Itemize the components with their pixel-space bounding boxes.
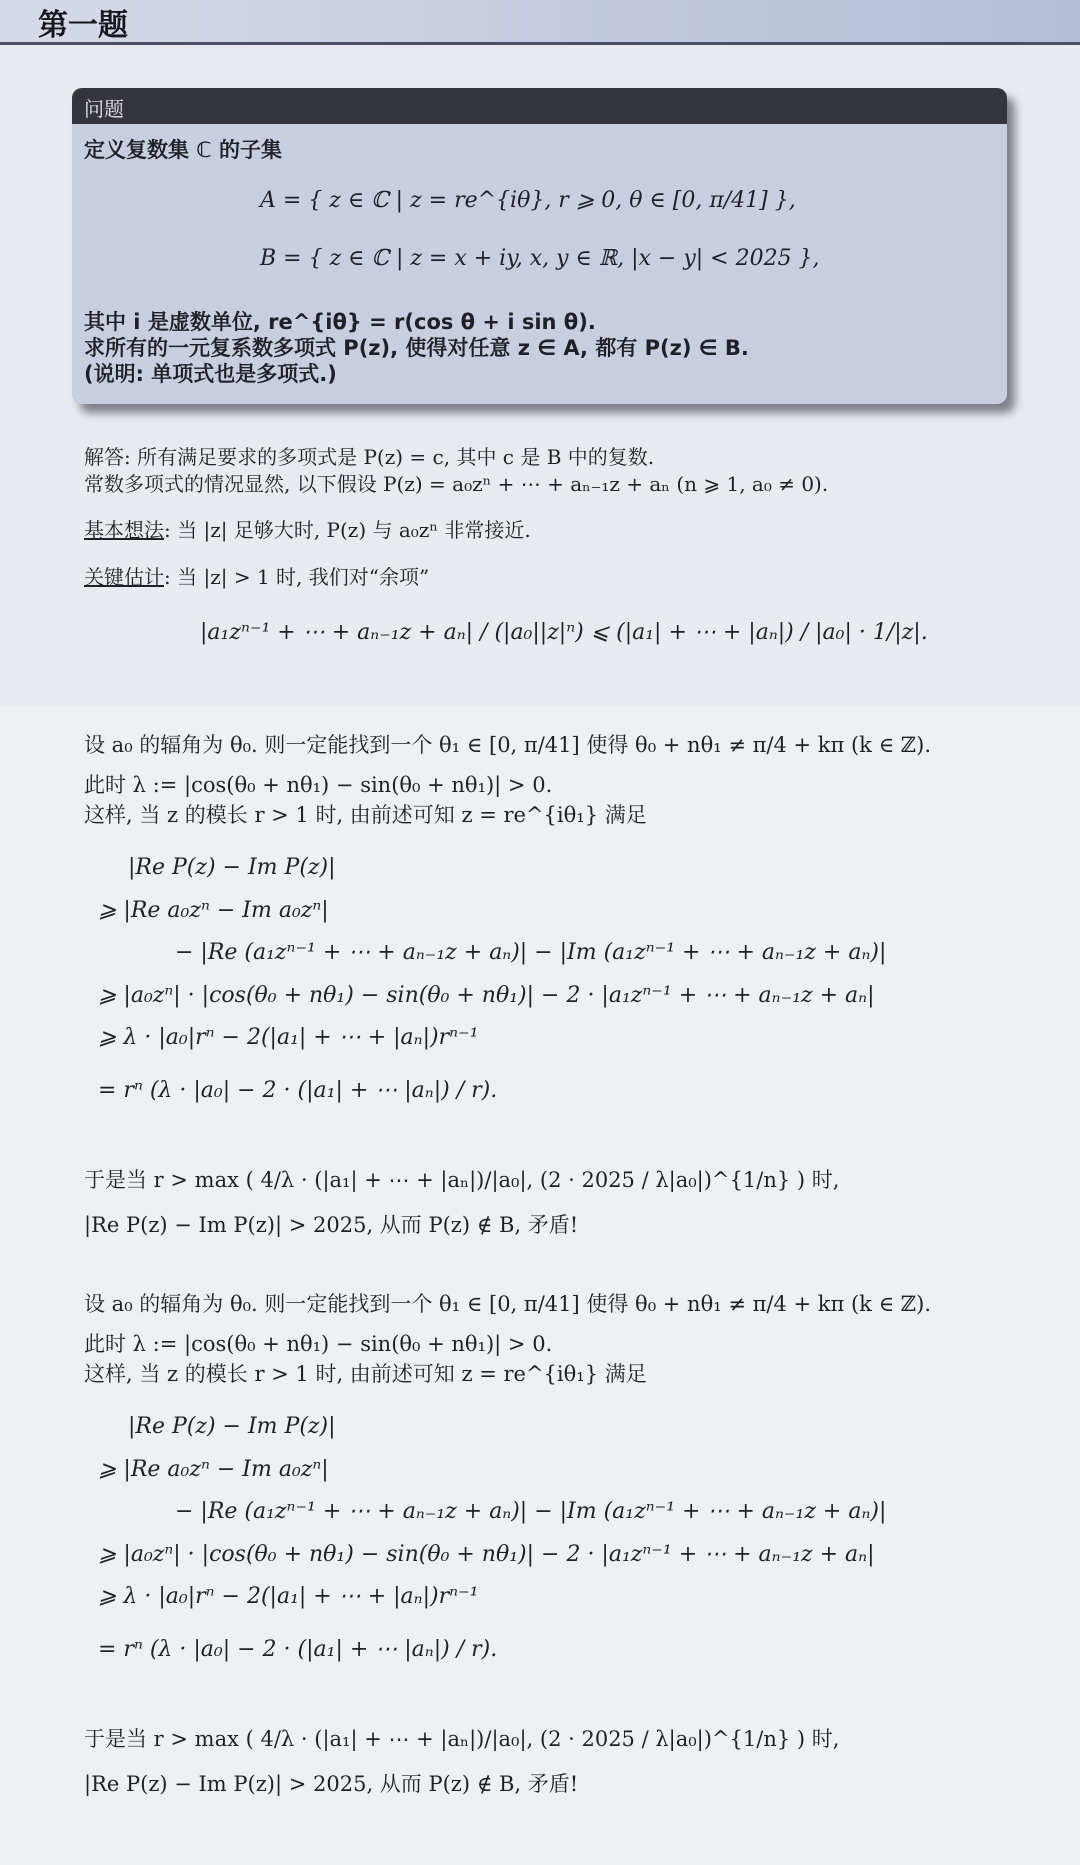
proof-2-line-1: 设 a₀ 的辐角为 θ₀. 则一定能找到一个 θ₁ ∈ [0, π/41] 使得 θ₀ + nθ₁ ≠ π/4 + kπ (k ∈ ℤ). (84, 1292, 931, 1316)
proof-2-conclusion-2: |Re P(z) − Im P(z)| > 2025, 从而 P(z) ∉ B, 矛盾! (84, 1772, 579, 1796)
proof-1-line-3: 这样, 当 z 的模长 r > 1 时, 由前述可知 z = re^{iθ₁} 满足 (84, 803, 647, 827)
header-bar (0, 0, 1080, 45)
solution-assumption: 常数多项式的情况显然, 以下假设 P(z) = a₀zⁿ + ⋯ + aₙ₋₁z + aₙ (n ⩾ 1, a₀ ≠ 0). (84, 472, 829, 496)
proof-1-math-6: = rⁿ (λ · |a₀| − 2 · (|a₁| + ⋯ |aₙ|) / r). (98, 1078, 498, 1103)
proof-1-conclusion-1: 于是当 r > max ( 4/λ · (|a₁| + ⋯ + |aₙ|)/|a₀|, (2 · 2025 / λ|a₀|)^{1/n} ) 时, (84, 1168, 840, 1192)
problem-remark: (说明: 单项式也是多项式.) (84, 362, 337, 386)
proof-2-math-4: ⩾ |a₀zⁿ| · |cos(θ₀ + nθ₁) − sin(θ₀ + nθ₁)| − 2 · |a₁zⁿ⁻¹ + ⋯ + aₙ₋₁z + aₙ| (98, 1542, 875, 1567)
problem-intro: 定义复数集 ℂ 的子集 (84, 138, 283, 162)
basic-idea (84, 518, 531, 542)
basic-idea-label: 基本想法 (84, 518, 164, 542)
remainder-estimate: |a₁zⁿ⁻¹ + ⋯ + aₙ₋₁z + aₙ| / (|a₀||z|ⁿ) ⩽ (|a₁| + ⋯ + |aₙ|) / |a₀| · 1/|z|. (200, 620, 928, 645)
proof-1-line-2: 此时 λ := |cos(θ₀ + nθ₁) − sin(θ₀ + nθ₁)| > 0. (84, 773, 553, 797)
proof-2-math-1: |Re P(z) − Im P(z)| (128, 1414, 336, 1439)
problem-header (72, 88, 1007, 124)
problem-note-imaginary: 其中 i 是虚数单位, re^{iθ} = r(cos θ + i sin θ). (84, 310, 596, 334)
proof-2-math-5: ⩾ λ · |a₀|rⁿ − 2(|a₁| + ⋯ + |aₙ|)rⁿ⁻¹ (98, 1584, 479, 1609)
proof-1-math-3: − |Re (a₁zⁿ⁻¹ + ⋯ + aₙ₋₁z + aₙ)| − |Im (a₁zⁿ⁻¹ + ⋯ + aₙ₋₁z + aₙ)| (175, 940, 887, 965)
page-title: 第一题 (38, 8, 128, 43)
key-estimate (84, 565, 429, 589)
proof-1-math-2: ⩾ |Re a₀zⁿ − Im a₀zⁿ| (98, 898, 329, 923)
proof-1-math-4: ⩾ |a₀zⁿ| · |cos(θ₀ + nθ₁) − sin(θ₀ + nθ₁)| − 2 · |a₁zⁿ⁻¹ + ⋯ + aₙ₋₁z + aₙ| (98, 983, 875, 1008)
problem-label: 问题 (84, 97, 124, 121)
basic-idea-text: : 当 |z| 足够大时, P(z) 与 a₀zⁿ 非常接近. (164, 518, 531, 542)
proof-1-math-5: ⩾ λ · |a₀|rⁿ − 2(|a₁| + ⋯ + |aₙ|)rⁿ⁻¹ (98, 1025, 479, 1050)
problem-box (72, 88, 1007, 404)
problem-question: 求所有的一元复系数多项式 P(z), 使得对任意 z ∈ A, 都有 P(z) ∈ B. (84, 336, 749, 360)
proof-2-line-3: 这样, 当 z 的模长 r > 1 时, 由前述可知 z = re^{iθ₁} 满足 (84, 1362, 647, 1386)
key-estimate-text: : 当 |z| > 1 时, 我们对“余项” (164, 565, 430, 589)
proof-2-math-6: = rⁿ (λ · |a₀| − 2 · (|a₁| + ⋯ |aₙ|) / r). (98, 1637, 498, 1662)
proof-2-math-2: ⩾ |Re a₀zⁿ − Im a₀zⁿ| (98, 1457, 329, 1482)
set-a-definition: A = { z ∈ ℂ | z = re^{iθ}, r ⩾ 0, θ ∈ [0, π/41] }, (260, 188, 796, 213)
proof-2-conclusion-1: 于是当 r > max ( 4/λ · (|a₁| + ⋯ + |aₙ|)/|a₀|, (2 · 2025 / λ|a₀|)^{1/n} ) 时, (84, 1727, 840, 1751)
key-estimate-label: 关键估计 (84, 565, 164, 589)
set-b-definition: B = { z ∈ ℂ | z = x + iy, x, y ∈ ℝ, |x − y| < 2025 }, (260, 246, 820, 271)
proof-1-math-1: |Re P(z) − Im P(z)| (128, 855, 336, 880)
proof-1-conclusion-2: |Re P(z) − Im P(z)| > 2025, 从而 P(z) ∉ B, 矛盾! (84, 1213, 579, 1237)
proof-2-math-3: − |Re (a₁zⁿ⁻¹ + ⋯ + aₙ₋₁z + aₙ)| − |Im (a₁zⁿ⁻¹ + ⋯ + aₙ₋₁z + aₙ)| (175, 1499, 887, 1524)
proof-1-line-1: 设 a₀ 的辐角为 θ₀. 则一定能找到一个 θ₁ ∈ [0, π/41] 使得 θ₀ + nθ₁ ≠ π/4 + kπ (k ∈ ℤ). (84, 733, 931, 757)
proof-2-line-2: 此时 λ := |cos(θ₀ + nθ₁) − sin(θ₀ + nθ₁)| > 0. (84, 1332, 553, 1356)
solution-answer: 解答: 所有满足要求的多项式是 P(z) = c, 其中 c 是 B 中的复数. (84, 445, 655, 469)
